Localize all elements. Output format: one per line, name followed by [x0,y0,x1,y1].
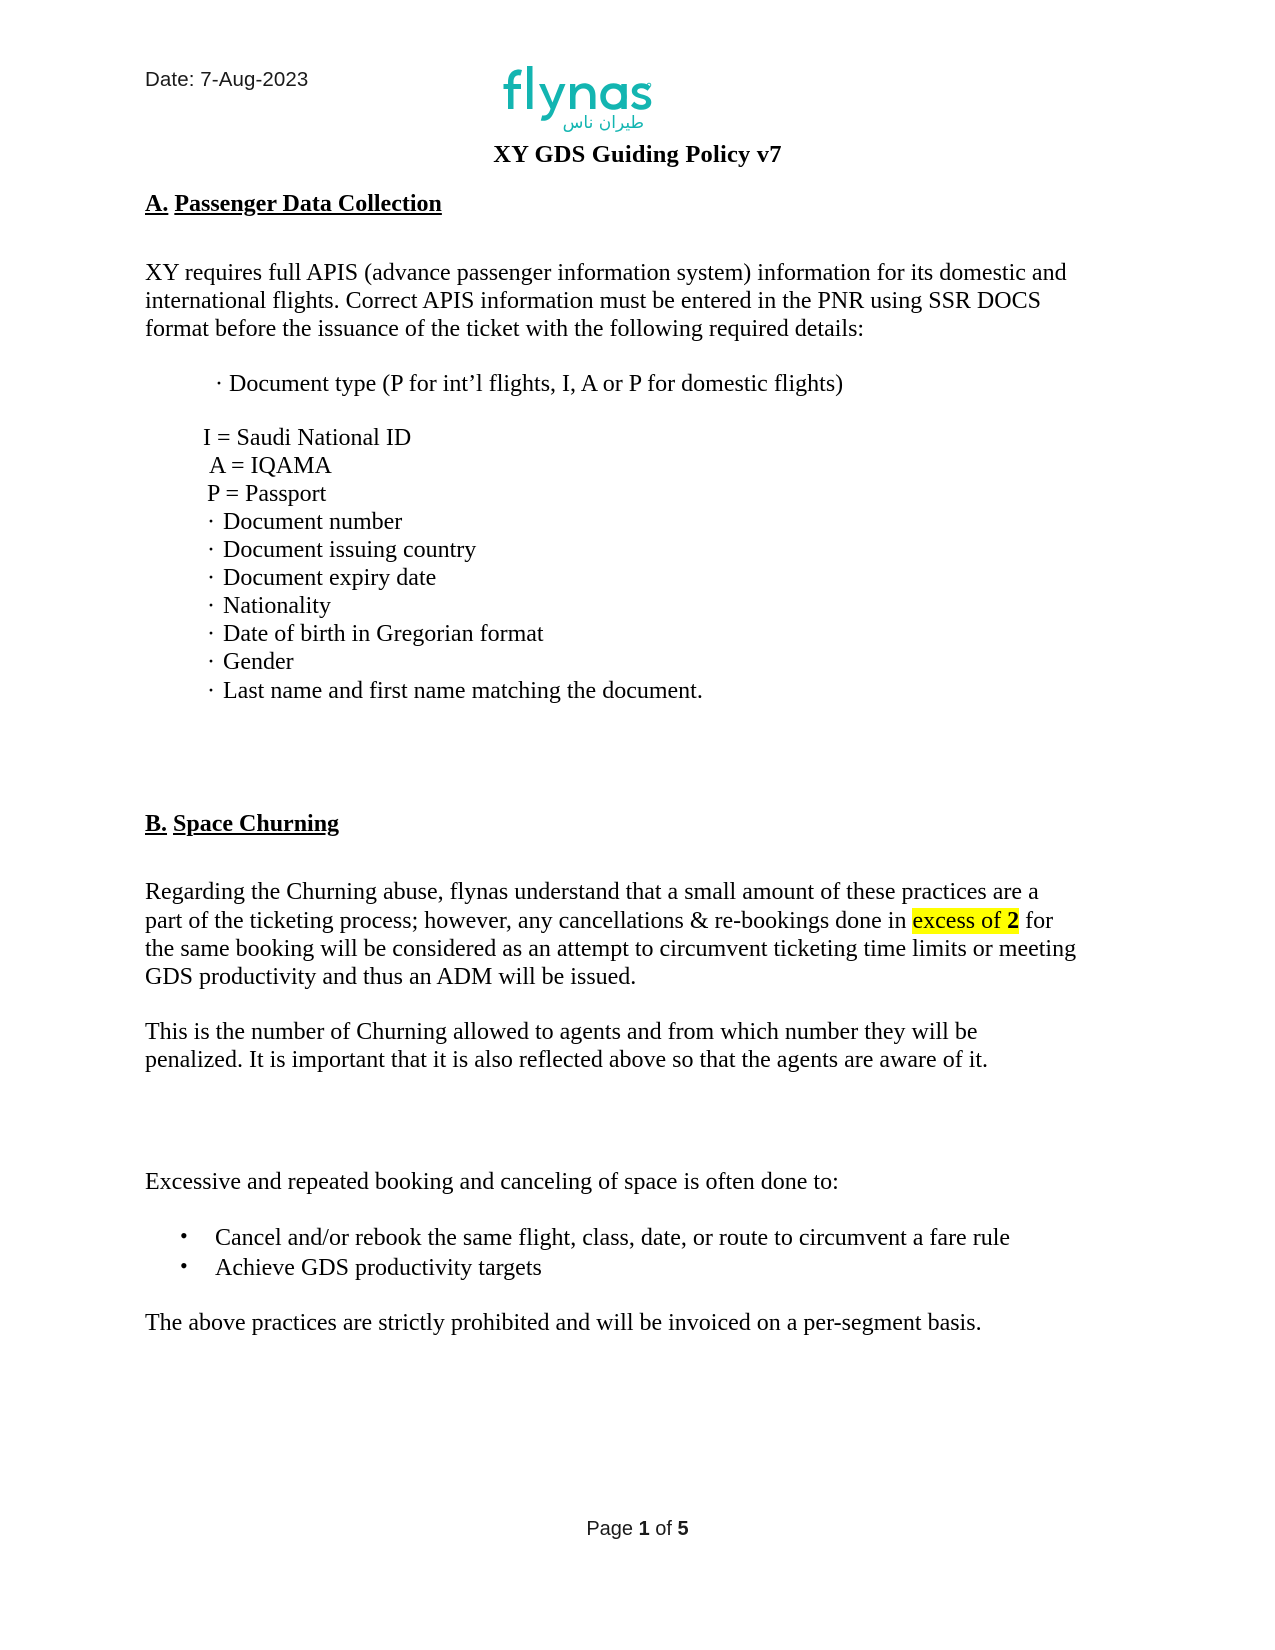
document-type-item-label: Document type (P for int’l flights, I, A or P for domestic flights) [229,370,844,397]
list-item-label: Cancel and/or rebook the same flight, class, date, or route to circumvent a fare rule [215,1224,1011,1251]
list-item-label: Document issuing country [223,537,477,564]
section-a-heading [145,190,1080,219]
churning-paragraph-2: This is the number of Churning allowed to agents and from which number they will be penalized. It is important that it is also reflected above so that the agents are aware of it. [145,1018,989,1073]
flynas-logo [502,62,652,136]
definition-line-i: I = Saudi National ID [203,424,412,451]
middle-dot-bullet-icon: · [207,677,215,704]
svg-text:طيران ناس: طيران ناس [562,113,644,133]
list-item [145,1253,1080,1283]
churning-paragraph-1-before: Regarding the Churning abuse, flynas understand that a small amount of these practices are a part of the ticketing process; however, any cancellations & re-bookings done in [145,879,1039,934]
list-item [207,508,1080,536]
middle-dot-bullet-icon: · [207,509,215,536]
section-a-name: Passenger Data Collection [174,191,442,217]
middle-dot-bullet-icon: · [207,621,215,648]
list-item-label: Document number [223,509,403,536]
middle-dot-bullet-icon: · [207,537,215,564]
middle-dot-bullet-icon: · [207,565,215,592]
page-title: XY GDS Guiding Policy v7 [493,141,782,168]
list-item-label: Document expiry date [223,565,437,592]
document-body [145,190,1080,1337]
footer-total-pages: 5 [677,1518,689,1540]
footer-current-page: 1 [638,1518,650,1540]
highlight-lead-text: excess of [912,907,1008,934]
middle-dot-bullet-icon: · [215,370,223,397]
section-a-intro-paragraph: XY requires full APIS (advance passenger information system) information for its domestic and international flights. Correct APIS information must be entered in the PNR using SSR DOCS format before the issuance of the ticket with the following required details: [145,259,1067,343]
document-date: Date: 7-Aug-2023 [145,68,309,91]
highlight-bold-number: 2 [1007,907,1020,934]
list-item-label: Last name and first name matching the document. [223,677,703,704]
document-type-item [215,370,1080,398]
highlighted-excess-text [912,908,1019,934]
middle-dot-bullet-icon: · [207,649,215,676]
passenger-data-list [145,508,1080,705]
page-footer [0,1518,1275,1541]
section-b-heading [145,810,1080,839]
list-item-label: Nationality [223,593,331,620]
excessive-booking-list [145,1223,1080,1283]
middle-dot-bullet-icon: · [207,593,215,620]
list-item [145,1223,1080,1253]
flynas-logo-icon [502,62,652,136]
excessive-booking-intro: Excessive and repeated booking and canceling of space is often done to: [145,1169,839,1196]
prohibited-practices-paragraph: The above practices are strictly prohibited and will be invoiced on a per-segment basis. [145,1309,982,1336]
definition-line-a: A = IQAMA [209,452,332,479]
list-item [207,592,1080,620]
definition-line-p: P = Passport [207,480,327,507]
list-item-label: Gender [223,649,294,676]
list-item-label: Date of birth in Gregorian format [223,621,544,648]
list-item [207,564,1080,592]
list-item [207,620,1080,648]
page-header [0,68,1275,138]
churning-paragraph-1-after: for the same booking will be considered as an attempt to circumvent ticketing time limits or meeting GDS productivity and thus an ADM will be issued. [145,907,1077,991]
section-b-letter: B. [145,810,168,837]
footer-middle: of [649,1518,678,1540]
list-item [207,648,1080,676]
list-item [207,536,1080,564]
footer-prefix: Page [586,1518,639,1540]
churning-paragraph-1 [145,878,1080,991]
section-a-letter: A. [145,191,169,217]
list-item [207,677,1080,705]
list-item-label: Achieve GDS productivity targets [215,1254,542,1281]
section-b-name: Space Churning [173,810,340,837]
